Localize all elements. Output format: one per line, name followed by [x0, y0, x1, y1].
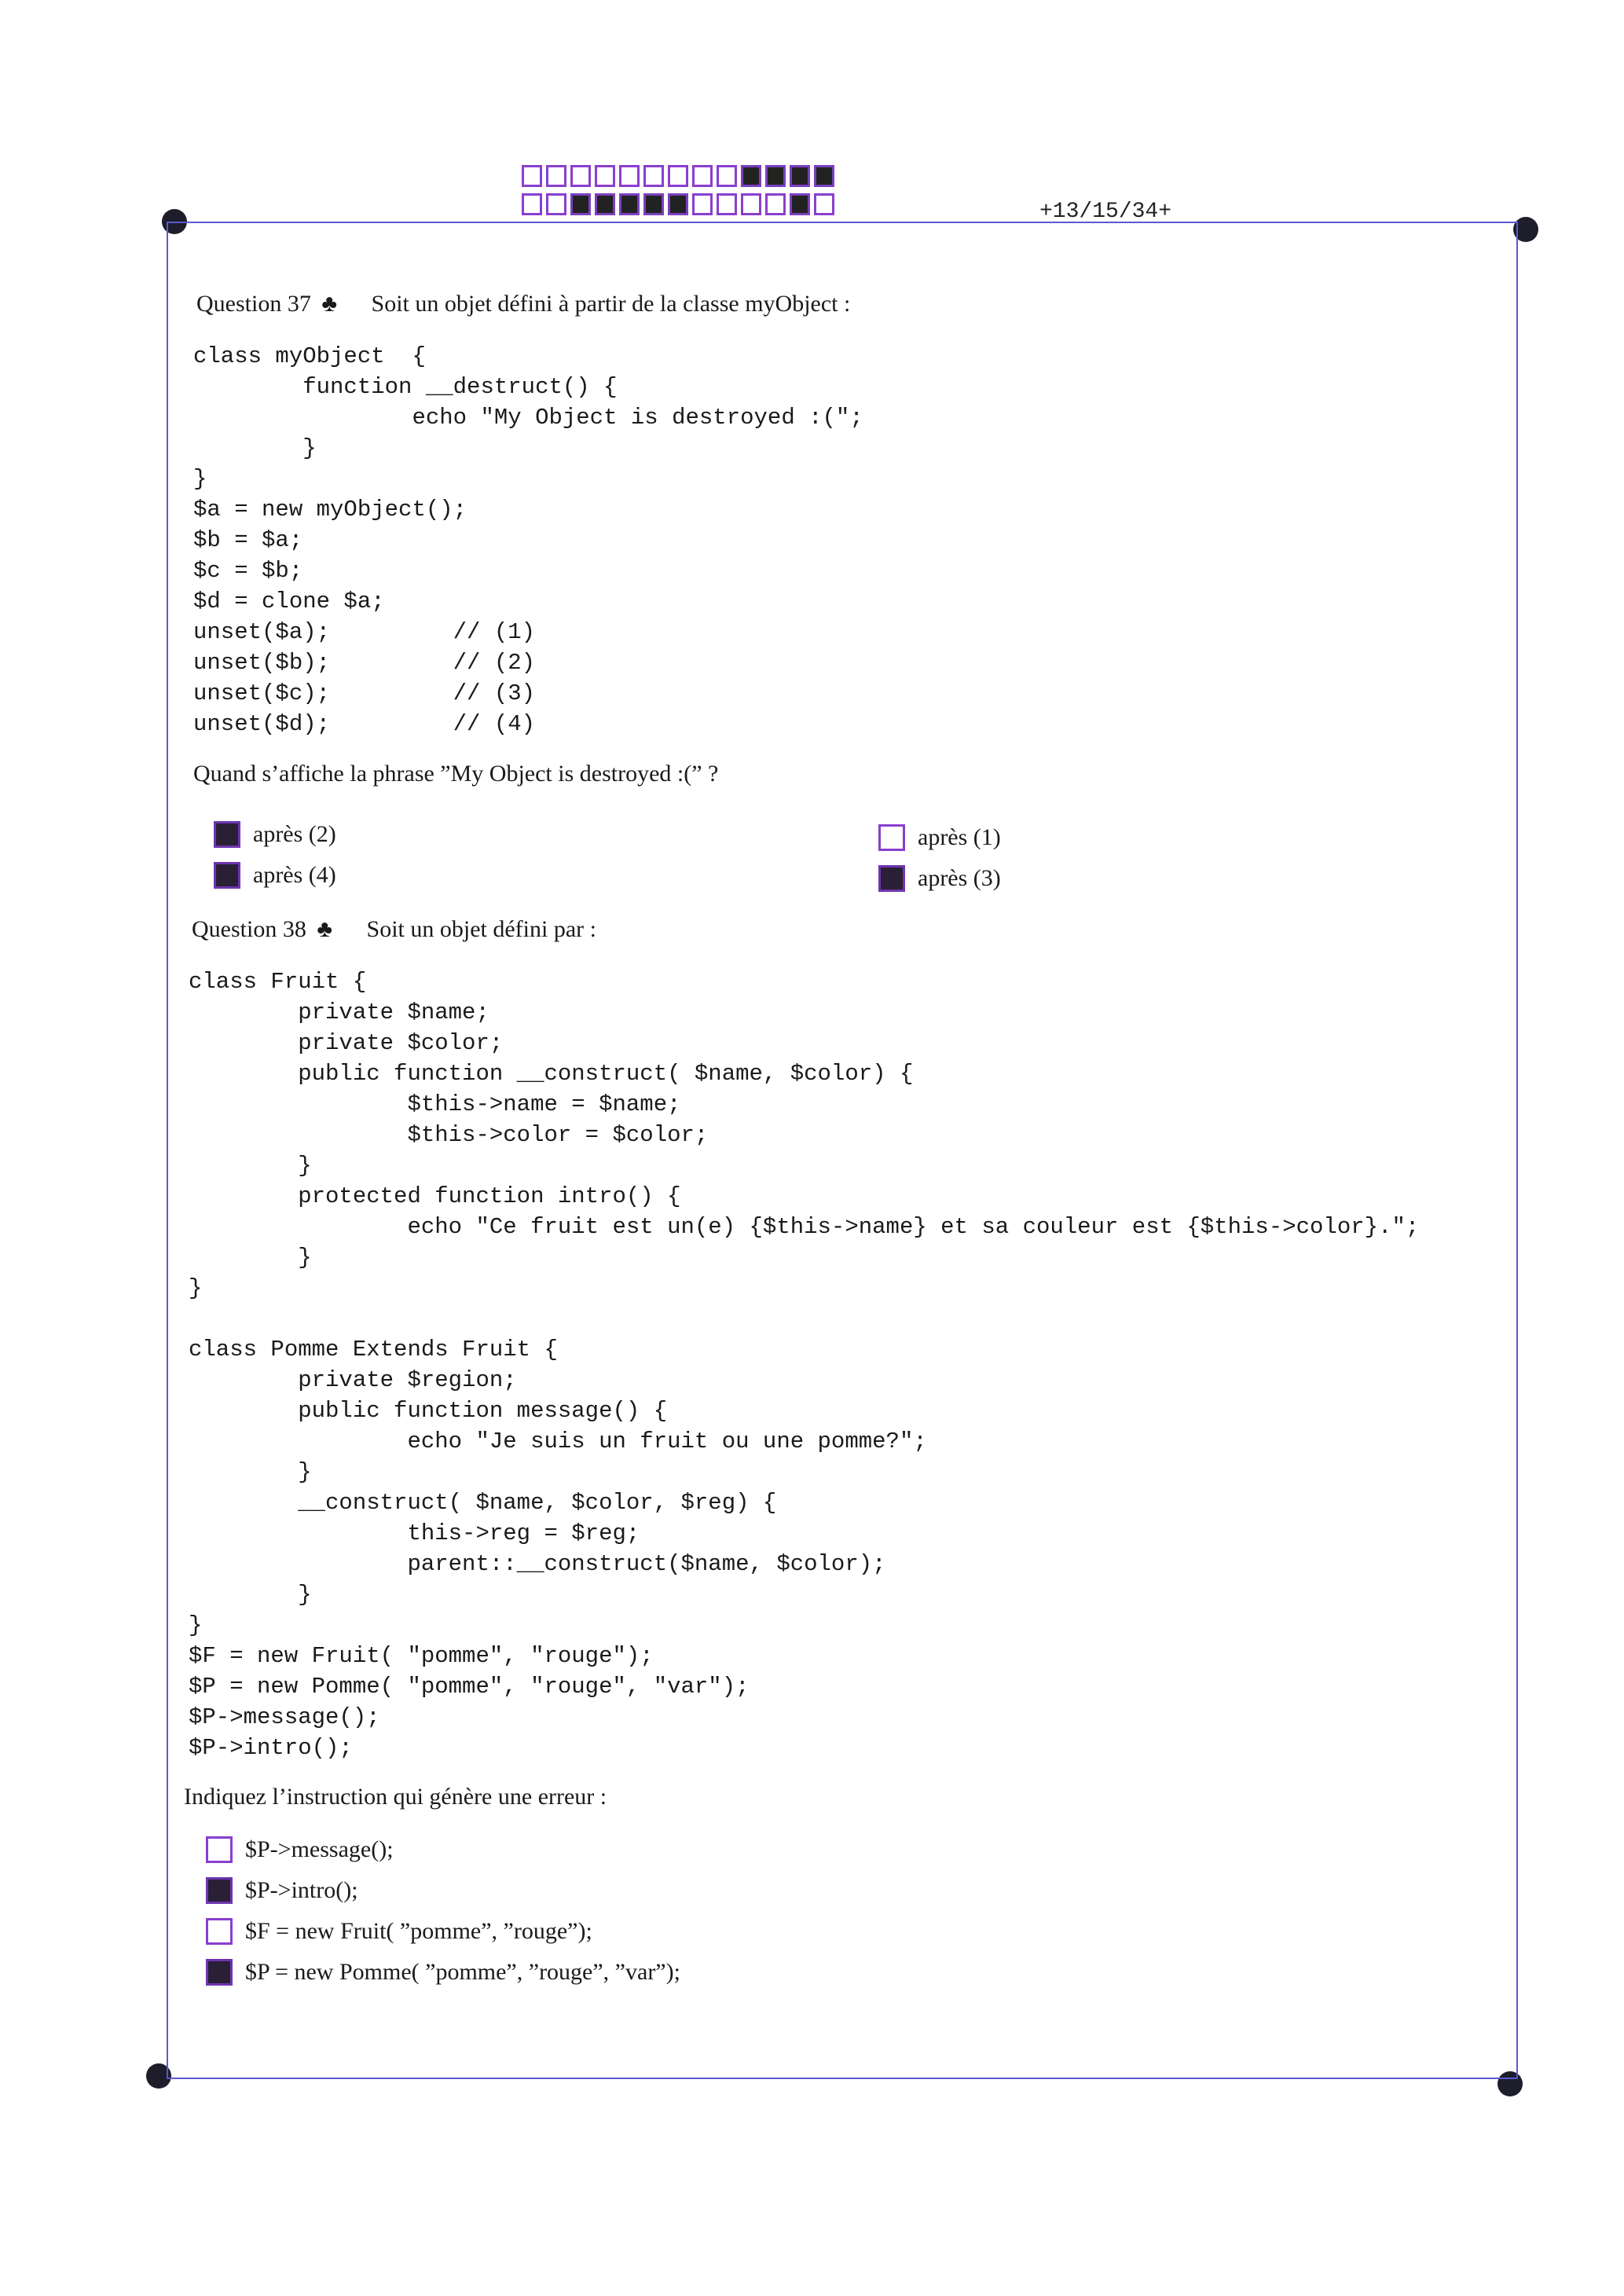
code-line: $d = clone $a; — [193, 589, 385, 614]
question-38-label: Question 38 — [192, 916, 306, 942]
barcode-cell — [717, 193, 737, 215]
barcode-cell — [643, 165, 664, 187]
code-line: $this->color = $color; — [189, 1122, 709, 1148]
code-line: unset($c); // (3) — [193, 680, 536, 706]
question-37-title — [196, 291, 850, 317]
option-label: après (4) — [253, 862, 336, 888]
q38-option-message[interactable] — [206, 1836, 394, 1863]
code-line: unset($a); // (1) — [193, 619, 536, 645]
barcode-cell — [814, 193, 834, 215]
option-label: après (3) — [918, 865, 1001, 891]
barcode-cell — [765, 193, 786, 215]
barcode-cell — [595, 165, 615, 187]
barcode-cell — [790, 193, 810, 215]
option-label: $P->intro(); — [245, 1877, 358, 1903]
code-line: unset($b); // (2) — [193, 650, 536, 676]
option-label: $F = new Fruit( ”pomme”, ”rouge”); — [245, 1918, 592, 1944]
code-line: private $name; — [189, 999, 489, 1025]
barcode-cell — [546, 193, 566, 215]
barcode-cell — [522, 165, 542, 187]
code-line: } — [189, 1153, 312, 1179]
code-line: $F = new Fruit( "pomme", "rouge"); — [189, 1643, 654, 1669]
barcode-cell — [790, 165, 810, 187]
q37-option-apres-2[interactable] — [214, 821, 336, 848]
question-37-label: Question 37 — [196, 291, 311, 317]
code-line: } — [189, 1275, 203, 1301]
code-line: echo "Ce fruit est un(e) {$this->name} et sa couleur est {$this->color}."; — [189, 1214, 1420, 1240]
code-line: } — [189, 1612, 203, 1638]
barcode-cell — [522, 193, 542, 215]
question-37-prompt: Quand s’affiche la phrase ”My Object is destroyed :(” ? — [193, 761, 719, 787]
code-line: $a = new myObject(); — [193, 497, 467, 523]
code-line: class Pomme Extends Fruit { — [189, 1337, 558, 1363]
barcode-cell — [692, 193, 713, 215]
code-line: protected function intro() { — [189, 1183, 681, 1209]
page-id: +13/15/34+ — [1039, 200, 1172, 224]
code-line: this->reg = $reg; — [189, 1520, 640, 1546]
option-label: après (2) — [253, 821, 336, 847]
q37-option-apres-3[interactable] — [878, 865, 1001, 892]
checkbox[interactable] — [878, 865, 905, 892]
code-line: echo "My Object is destroyed :("; — [193, 405, 863, 431]
q38-option-intro[interactable] — [206, 1877, 358, 1904]
code-line: class Fruit { — [189, 969, 367, 995]
question-38-text: Soit un objet défini par : — [366, 916, 596, 942]
code-line: parent::__construct($name, $color); — [189, 1551, 886, 1577]
code-line: private $region; — [189, 1367, 517, 1393]
code-line: __construct( $name, $color, $reg) { — [189, 1490, 777, 1516]
code-line: } — [189, 1245, 312, 1271]
barcode-cell — [668, 165, 688, 187]
barcode-cell — [643, 193, 664, 215]
barcode-cell — [717, 165, 737, 187]
code-line: $P = new Pomme( "pomme", "rouge", "var"); — [189, 1674, 750, 1700]
barcode-cell — [741, 193, 761, 215]
code-line: function __destruct() { — [193, 374, 618, 400]
code-line: $this->name = $name; — [189, 1091, 681, 1117]
q37-option-apres-4[interactable] — [214, 862, 336, 889]
checkbox[interactable] — [206, 1918, 233, 1945]
barcode-cell — [570, 165, 591, 187]
checkbox[interactable] — [206, 1877, 233, 1904]
barcode-cell — [595, 193, 615, 215]
barcode-cell — [765, 165, 786, 187]
code-line: echo "Je suis un fruit ou une pomme?"; — [189, 1429, 927, 1454]
code-line: } — [193, 435, 317, 461]
question-38-prompt: Indiquez l’instruction qui génère une erreur : — [184, 1784, 607, 1810]
code-line — [189, 1304, 1419, 1334]
question-38-title — [192, 916, 596, 943]
barcode-cell — [619, 193, 640, 215]
club-icon: ♣ — [317, 916, 333, 942]
question-37-text: Soit un objet défini à partir de la classe myObject : — [371, 291, 851, 317]
code-line: $b = $a; — [193, 527, 303, 553]
option-label: $P->message(); — [245, 1836, 394, 1862]
code-line: } — [193, 466, 207, 492]
club-icon: ♣ — [321, 291, 338, 317]
barcode-cell — [741, 165, 761, 187]
barcode-row-2 — [522, 193, 834, 215]
code-line: $P->message(); — [189, 1704, 380, 1730]
code-line: } — [189, 1582, 312, 1608]
barcode-cell — [570, 193, 591, 215]
question-37-code — [193, 341, 863, 739]
code-line: $P->intro(); — [189, 1735, 353, 1761]
option-label: après (1) — [918, 824, 1001, 850]
question-38-code — [189, 966, 1419, 1763]
code-line: public function message() { — [189, 1398, 668, 1424]
code-line: } — [189, 1459, 312, 1485]
barcode-cell — [692, 165, 713, 187]
q38-option-new-fruit[interactable] — [206, 1918, 592, 1945]
code-line: unset($d); // (4) — [193, 711, 536, 737]
code-line: private $color; — [189, 1030, 504, 1056]
checkbox[interactable] — [214, 862, 240, 889]
code-line: $c = $b; — [193, 558, 303, 584]
checkbox[interactable] — [214, 821, 240, 848]
checkbox[interactable] — [206, 1959, 233, 1986]
code-line: class myObject { — [193, 343, 426, 369]
barcode-row-1 — [522, 165, 834, 187]
q37-option-apres-1[interactable] — [878, 824, 1001, 851]
code-line: public function __construct( $name, $color) { — [189, 1061, 914, 1087]
barcode-cell — [619, 165, 640, 187]
barcode-cell — [546, 165, 566, 187]
barcode-cell — [814, 165, 834, 187]
option-label: $P = new Pomme( ”pomme”, ”rouge”, ”var”); — [245, 1959, 680, 1985]
barcode-cell — [668, 193, 688, 215]
q38-option-new-pomme[interactable] — [206, 1959, 680, 1986]
checkbox[interactable] — [878, 824, 905, 851]
checkbox[interactable] — [206, 1836, 233, 1863]
